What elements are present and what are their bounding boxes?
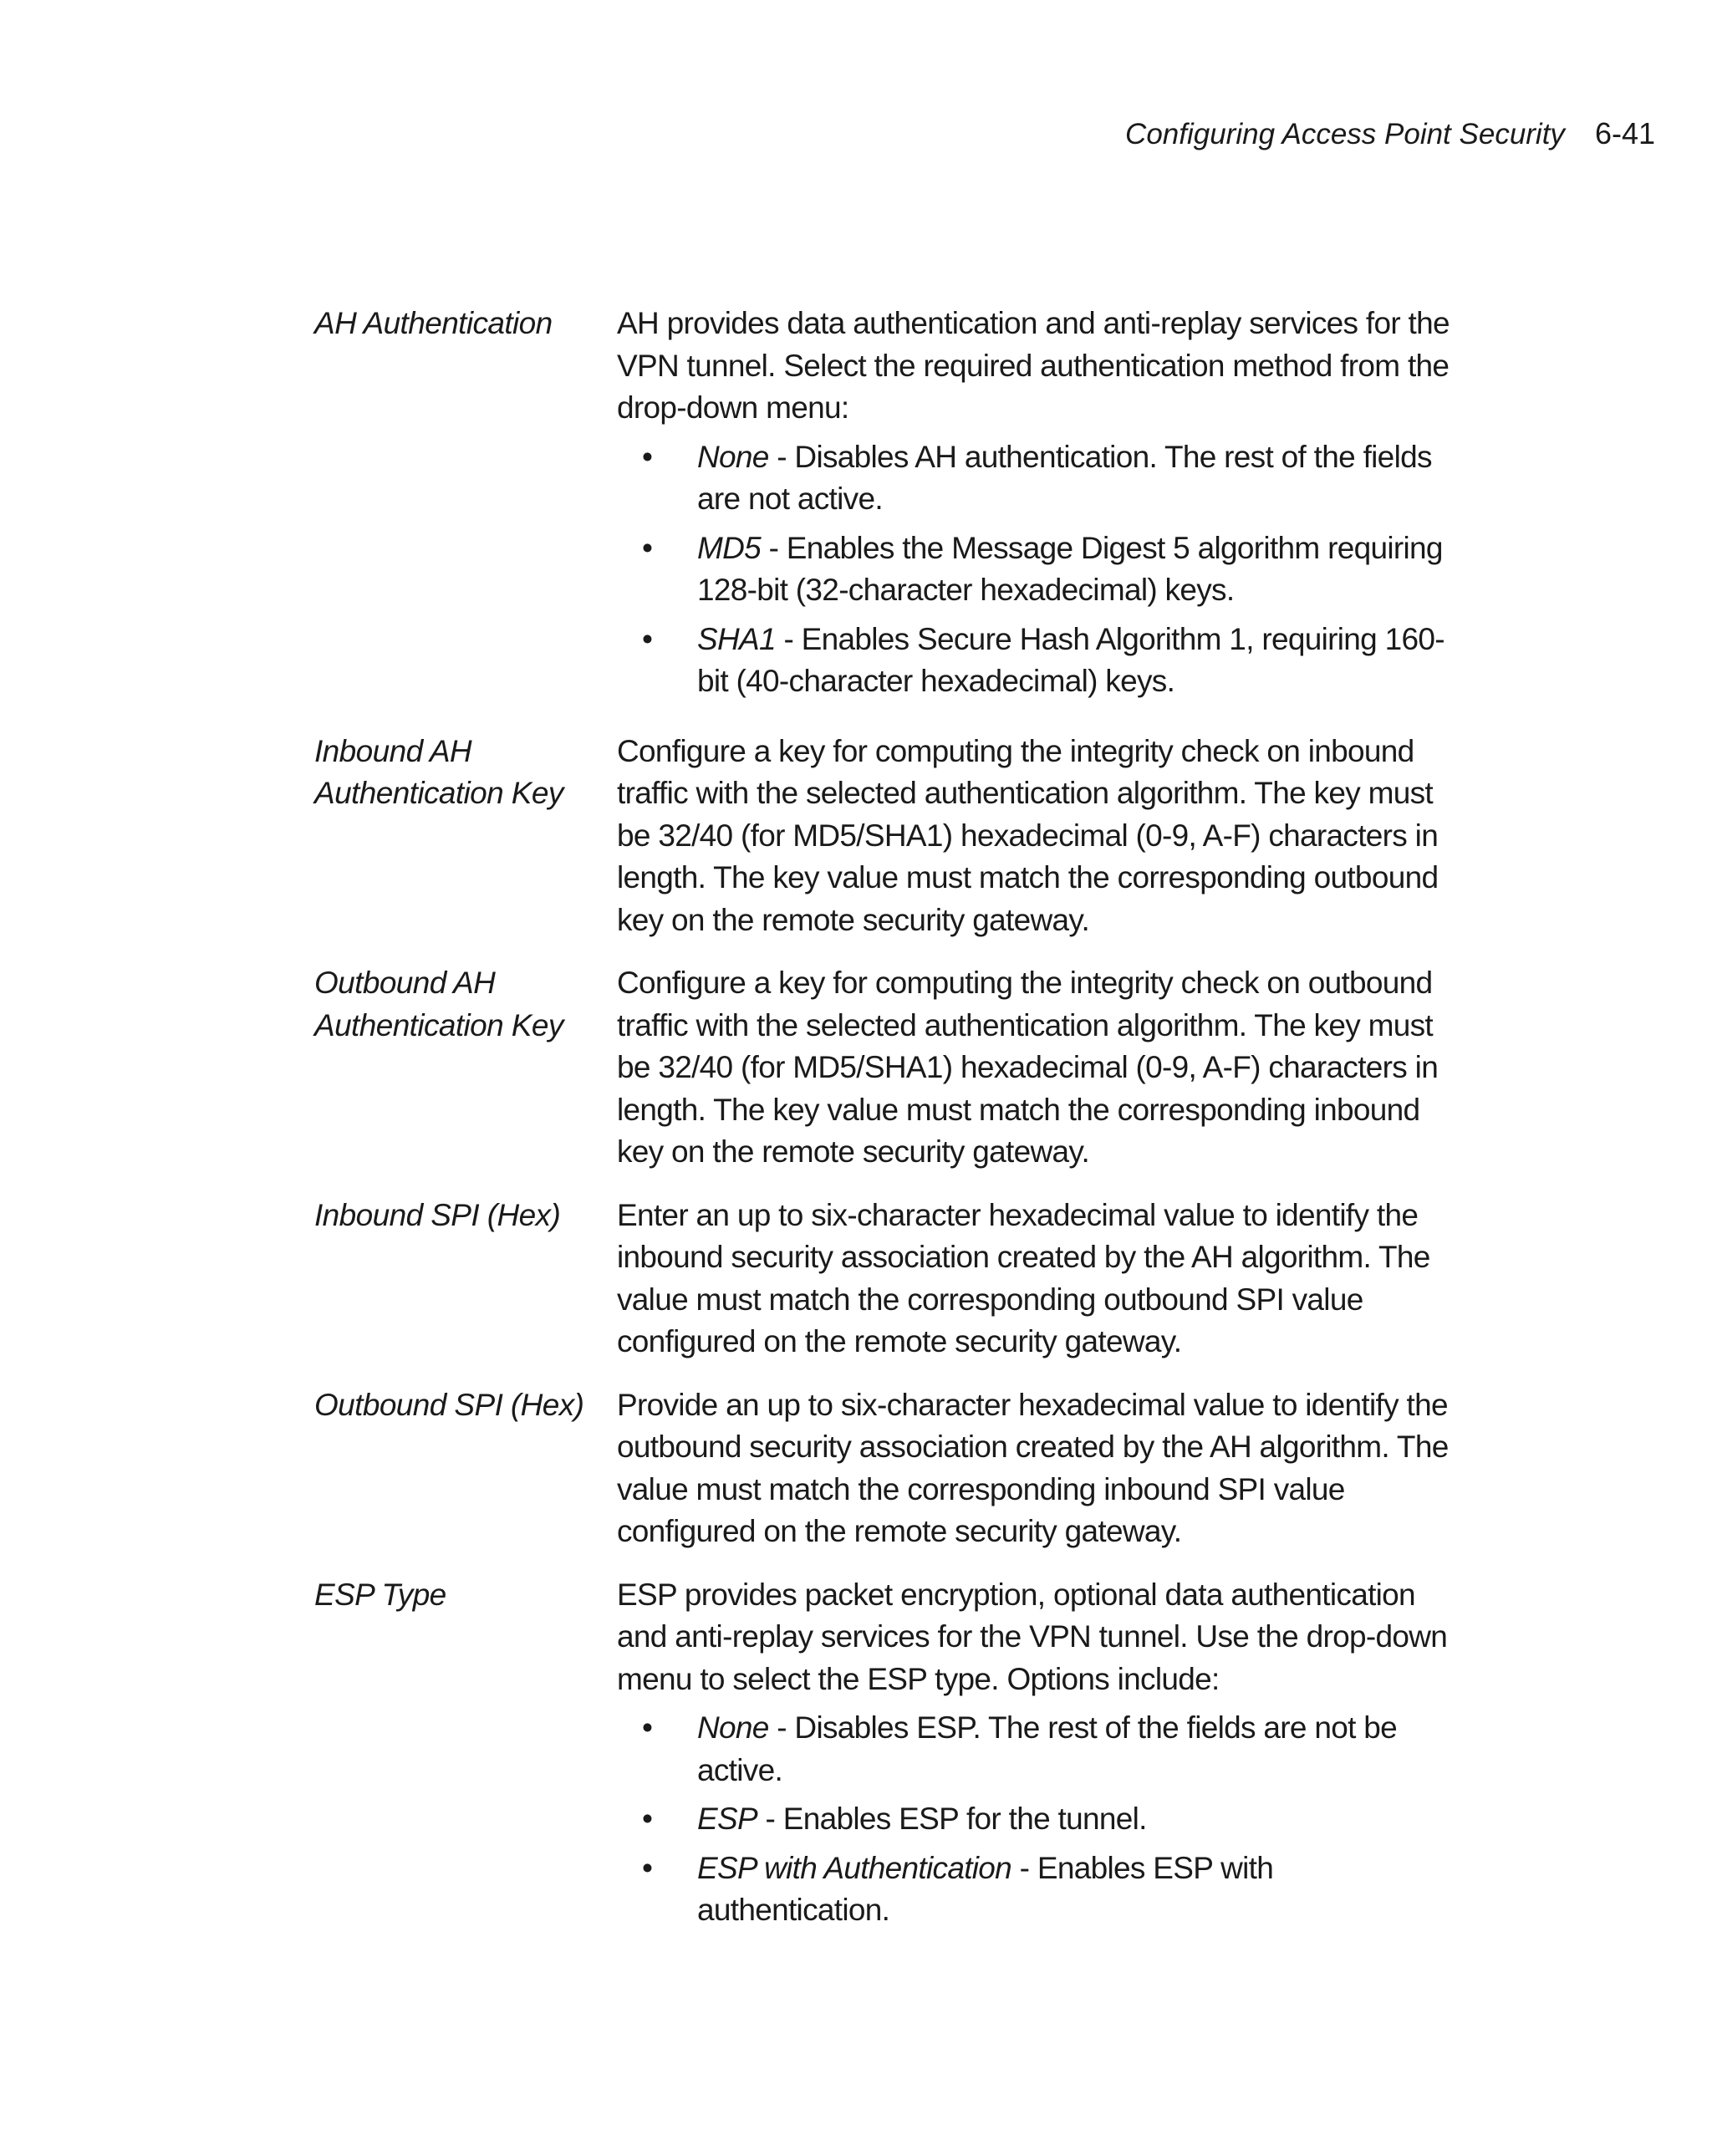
option-name: SHA1 xyxy=(697,621,776,656)
term xyxy=(314,731,617,815)
definition xyxy=(617,1384,1470,1553)
definition-row-inbound-ah-key xyxy=(314,731,1468,942)
definition-text: ESP provides packet encryption, optional data authentication and anti-replay services for the VPN tunnel. Use the drop-down menu to select the ESP type. Options include: xyxy=(617,1577,1448,1696)
term xyxy=(314,1384,617,1427)
option-description: - Enables the Message Digest 5 algorithm requiring 128-bit (32-character hexadecimal) keys. xyxy=(697,530,1443,607)
term-line: Outbound SPI (Hex) xyxy=(314,1387,584,1422)
definition-row-inbound-spi xyxy=(314,1195,1468,1363)
definition xyxy=(617,1195,1470,1363)
option-description: - Enables ESP for the tunnel. xyxy=(757,1802,1147,1836)
definition-table xyxy=(314,303,1468,1960)
option-description: - Enables ESP with authentication. xyxy=(697,1850,1274,1927)
definition-row-ah-authentication xyxy=(314,303,1468,710)
definition-row-outbound-spi xyxy=(314,1384,1468,1553)
option-name: None xyxy=(697,439,769,474)
term-line: Authentication Key xyxy=(314,776,563,810)
term xyxy=(314,1195,617,1237)
list-item xyxy=(617,528,1470,612)
option-name: None xyxy=(697,1710,769,1745)
term xyxy=(314,303,617,345)
list-item xyxy=(617,436,1470,521)
definition xyxy=(617,731,1470,942)
bullet-icon: • xyxy=(642,621,653,656)
bullet-icon: • xyxy=(642,1710,653,1745)
definition-text: Configure a key for computing the integrity check on inbound traffic with the selected authentication algorithm. The key must be 32/40 (for MD5/SHA1) hexadecimal (0-9, A-F) characters in length. The key value must match the corresponding outbound key on the remote security gateway. xyxy=(617,733,1439,937)
bullet-icon: • xyxy=(642,530,653,565)
page-number: 6-41 xyxy=(1594,116,1655,150)
option-list xyxy=(617,436,1470,703)
definition-text: AH provides data authentication and anti-replay services for the VPN tunnel. Select the required authentication method from the drop-down menu: xyxy=(617,306,1450,425)
term-line: ESP Type xyxy=(314,1577,446,1612)
term-line: Outbound AH xyxy=(314,966,496,1000)
option-description: - Disables ESP. The rest of the fields are not be active. xyxy=(697,1710,1397,1787)
bullet-icon: • xyxy=(642,1802,653,1836)
option-name: ESP xyxy=(697,1802,757,1836)
definition xyxy=(617,303,1470,710)
definition-row-esp-type xyxy=(314,1574,1468,1939)
definition-text: Enter an up to six-character hexadecimal value to identify the inbound security association created by the AH algorithm. The value must match the corresponding outbound SPI value configured on the remote security gateway. xyxy=(617,1197,1430,1358)
term xyxy=(314,1574,617,1617)
term-line: Authentication Key xyxy=(314,1007,563,1042)
list-item xyxy=(617,1848,1470,1932)
option-name: MD5 xyxy=(697,530,762,565)
definition-text: Configure a key for computing the integrity check on outbound traffic with the selected authentication algorithm. The key must be 32/40 (for MD5/SHA1) hexadecimal (0-9, A-F) characters in length. The key value must match the corresponding inbound key on the remote security gateway. xyxy=(617,966,1439,1169)
page-header xyxy=(1125,115,1655,153)
term-line: AH Authentication xyxy=(314,306,553,340)
bullet-icon: • xyxy=(642,439,653,474)
list-item xyxy=(617,1798,1470,1841)
option-name: ESP with Authentication xyxy=(697,1850,1012,1885)
definition xyxy=(617,962,1470,1174)
option-description: - Enables Secure Hash Algorithm 1, requiring 160-bit (40-character hexadecimal) keys. xyxy=(697,621,1444,698)
list-item xyxy=(617,1707,1470,1792)
term-line: Inbound SPI (Hex) xyxy=(314,1197,561,1232)
bullet-icon: • xyxy=(642,1850,653,1885)
term-line: Inbound AH xyxy=(314,733,472,768)
option-description: - Disables AH authentication. The rest of the fields are not active. xyxy=(697,439,1432,516)
definition-text: Provide an up to six-character hexadecimal value to identify the outbound security association created by the AH algorithm. The value must match the corresponding inbound SPI value configured on the remote security gateway. xyxy=(617,1387,1449,1548)
definition-row-outbound-ah-key xyxy=(314,962,1468,1174)
term xyxy=(314,962,617,1047)
running-header-title: Configuring Access Point Security xyxy=(1125,118,1565,150)
list-item xyxy=(617,619,1470,703)
option-list xyxy=(617,1707,1470,1932)
definition xyxy=(617,1574,1470,1939)
